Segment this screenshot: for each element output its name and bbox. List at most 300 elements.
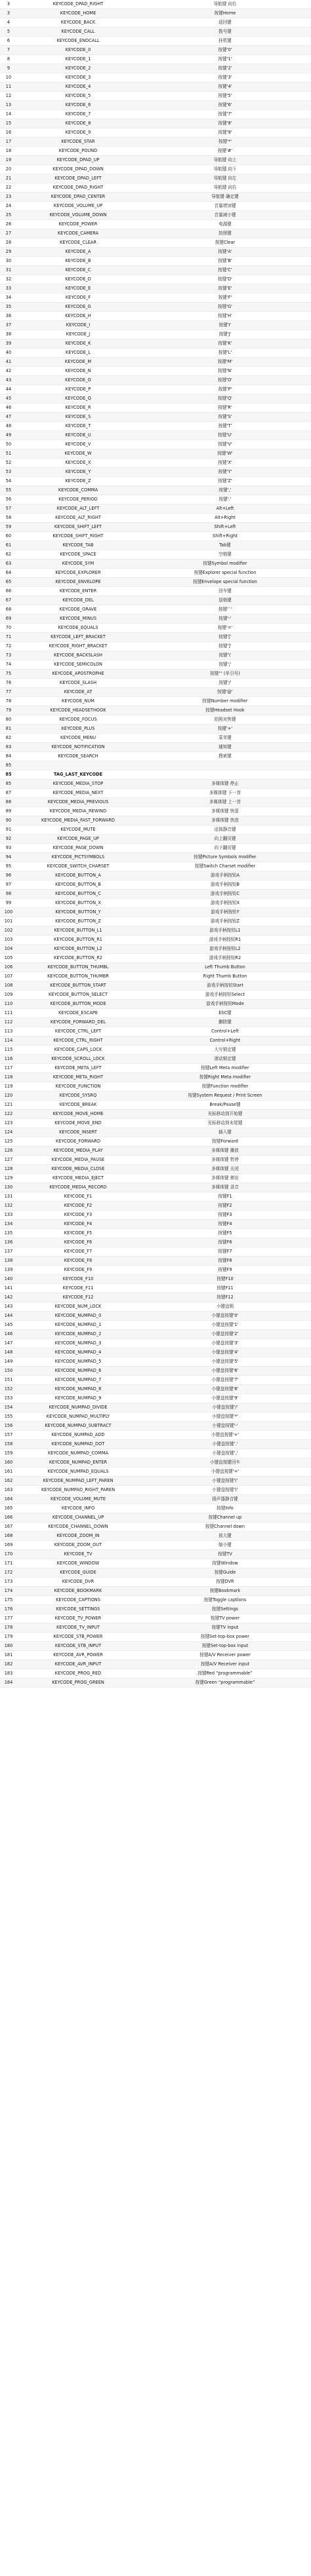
keycode-name: KEYCODE_HOME <box>17 9 139 18</box>
keycode-description: 按键Info <box>139 1504 311 1513</box>
row-index: 144 <box>0 1312 17 1321</box>
keycode-name: KEYCODE_DPAD_LEFT <box>17 174 139 183</box>
keycode-description: Right Thumb Button <box>139 972 311 981</box>
table-row <box>0 725 311 734</box>
keycode-name: KEYCODE_NUMPAD_8 <box>17 1385 139 1394</box>
table-row <box>0 0 311 9</box>
table-row <box>0 844 311 853</box>
keycode-name: KEYCODE_U <box>17 431 139 440</box>
table-row <box>0 697 311 706</box>
keycode-name: KEYCODE_PICTSYMBOLS <box>17 853 139 862</box>
keycode-description: 按键''' (单引号) <box>139 670 311 679</box>
keycode-description: 小键盘按键'=' <box>139 1468 311 1477</box>
keycode-description: 游戏手柄按钮B <box>139 881 311 890</box>
keycode-description: 按键TV <box>139 1550 311 1559</box>
row-index: 87 <box>0 789 17 798</box>
table-row <box>0 1321 311 1330</box>
table-row <box>0 1183 311 1192</box>
row-index: 9 <box>0 64 17 73</box>
keycode-description <box>139 770 311 780</box>
row-index: 101 <box>0 917 17 926</box>
keycode-description: 按键Channel up <box>139 1513 311 1523</box>
row-index: 178 <box>0 1623 17 1633</box>
table-row <box>0 642 311 651</box>
table-row <box>0 807 311 816</box>
keycode-name: KEYCODE_ESCAPE <box>17 1009 139 1018</box>
keycode-name: KEYCODE_CALL <box>17 28 139 37</box>
table-row <box>0 119 311 128</box>
table-row <box>0 578 311 587</box>
keycode-description: 小键盘按键'7' <box>139 1376 311 1385</box>
table-row <box>0 1678 311 1688</box>
table-row <box>0 688 311 697</box>
table-row <box>0 587 311 596</box>
keycode-name: KEYCODE_X <box>17 459 139 468</box>
keycode-name: KEYCODE_ZOOM_OUT <box>17 1541 139 1550</box>
row-index: 65 <box>0 578 17 587</box>
keycode-description: Shift+Right <box>139 532 311 541</box>
row-index: 123 <box>0 1119 17 1128</box>
row-index: 134 <box>0 1220 17 1229</box>
row-index: 73 <box>0 651 17 660</box>
keycode-description: Control+Right <box>139 1036 311 1046</box>
row-index: 35 <box>0 303 17 312</box>
row-index: 140 <box>0 1275 17 1284</box>
keycode-description: 按键'R' <box>139 404 311 413</box>
row-index: 30 <box>0 257 17 266</box>
keycode-description: 光标移动到末尾键 <box>139 1119 311 1128</box>
row-index: 41 <box>0 358 17 367</box>
keycode-description: 扬声器静音键 <box>139 1495 311 1504</box>
keycode-name: KEYCODE_CAPS_LOCK <box>17 1046 139 1055</box>
table-row <box>0 174 311 183</box>
row-index: 126 <box>0 1146 17 1156</box>
keycode-name: KEYCODE_DPAD_UP <box>17 156 139 165</box>
keycode-description: 按键'Q' <box>139 394 311 404</box>
row-index: 27 <box>0 229 17 238</box>
keycode-description: 按键F9 <box>139 1266 311 1275</box>
keycode-name: KEYCODE_NOTIFICATION <box>17 743 139 752</box>
keycode-description: 按键Bookmark <box>139 1587 311 1596</box>
keycode-description: 音量减小键 <box>139 211 311 220</box>
table-row <box>0 514 311 523</box>
table-row <box>0 1633 311 1642</box>
keycode-description: 退格键 <box>139 596 311 605</box>
row-index: 95 <box>0 862 17 871</box>
table-row <box>0 1027 311 1036</box>
keycode-description: 按键'8' <box>139 119 311 128</box>
keycode-name: KEYCODE_STB_INPUT <box>17 1642 139 1651</box>
row-index: 110 <box>0 1000 17 1009</box>
keycode-name: KEYCODE_SWITCH_CHARSET <box>17 862 139 871</box>
table-row <box>0 202 311 211</box>
table-row <box>0 917 311 926</box>
row-index: 158 <box>0 1440 17 1449</box>
keycode-name: KEYCODE_SPACE <box>17 550 139 559</box>
keycode-name: KEYCODE_MOVE_END <box>17 1119 139 1128</box>
keycode-description: 游戏手柄按钮L2 <box>139 945 311 954</box>
table-row <box>0 211 311 220</box>
table-row <box>0 1247 311 1257</box>
table-row <box>0 321 311 330</box>
keycode-description: 按键Clear <box>139 238 311 248</box>
keycode-description: 按键'`' <box>139 605 311 615</box>
keycode-description: 按键'I' <box>139 321 311 330</box>
table-row <box>0 679 311 688</box>
row-index: 109 <box>0 991 17 1000</box>
row-index: 60 <box>0 532 17 541</box>
row-index: 127 <box>0 1156 17 1165</box>
keycode-name: KEYCODE_MUTE <box>17 825 139 835</box>
keycode-name: KEYCODE_S <box>17 413 139 422</box>
keycode-description: 按键Envelope special function <box>139 578 311 587</box>
keycode-name: KEYCODE_APOSTROPHE <box>17 670 139 679</box>
keycode-description: 按键'Z' <box>139 477 311 486</box>
table-row <box>0 238 311 248</box>
table-row <box>0 945 311 954</box>
row-index: 67 <box>0 596 17 605</box>
table-row <box>0 1596 311 1605</box>
keycode-description: 向上翻页键 <box>139 835 311 844</box>
table-row <box>0 752 311 761</box>
table-row <box>0 1146 311 1156</box>
keycode-description: 按键']' <box>139 642 311 651</box>
table-row <box>0 1394 311 1403</box>
keycode-description: 拨号键 <box>139 28 311 37</box>
keycode-name: KEYCODE_META_RIGHT <box>17 1073 139 1082</box>
keycode-name: KEYCODE_F10 <box>17 1275 139 1284</box>
keycode-name: KEYCODE_C <box>17 266 139 275</box>
keycode-name: KEYCODE_DEL <box>17 596 139 605</box>
row-index: 74 <box>0 660 17 670</box>
keycode-description: 多媒体键 弹出 <box>139 1174 311 1183</box>
row-index: 85 <box>0 770 17 780</box>
keycode-description: 按键Green “programmable” <box>139 1678 311 1688</box>
table-row <box>0 1523 311 1532</box>
row-index: 183 <box>0 1669 17 1678</box>
keycode-name: KEYCODE_DPAD_CENTER <box>17 193 139 202</box>
row-index: 45 <box>0 394 17 404</box>
keycode-description: Alt+Left <box>139 504 311 514</box>
table-row <box>0 835 311 844</box>
row-index: 131 <box>0 1192 17 1202</box>
table-row <box>0 936 311 945</box>
keycode-description: 按键',' <box>139 486 311 495</box>
table-row <box>0 1642 311 1651</box>
row-index: 59 <box>0 523 17 532</box>
row-index: 63 <box>0 559 17 569</box>
keycode-description: 向下翻页键 <box>139 844 311 853</box>
keycode-name: KEYCODE_MENU <box>17 734 139 743</box>
keycode-description: 按键Right Meta modifier <box>139 1073 311 1082</box>
row-index: 105 <box>0 954 17 963</box>
table-row <box>0 92 311 101</box>
keycode-description: 游戏手柄按钮X <box>139 899 311 908</box>
table-row <box>0 1660 311 1669</box>
keycode-name: KEYCODE_SHIFT_LEFT <box>17 523 139 532</box>
keycode-name: KEYCODE_POUND <box>17 147 139 156</box>
keycode-description: 按键Explorer special function <box>139 569 311 578</box>
keycode-description: 多媒体键 快进 <box>139 816 311 825</box>
row-index: 122 <box>0 1110 17 1119</box>
keycode-name: KEYCODE_K <box>17 339 139 349</box>
keycode-name: KEYCODE_ENDCALL <box>17 37 139 46</box>
table-row <box>0 1128 311 1137</box>
keycode-name: KEYCODE_SYM <box>17 559 139 569</box>
keycode-description: 通知键 <box>139 743 311 752</box>
keycode-name: KEYCODE_Z <box>17 477 139 486</box>
row-index: 20 <box>0 165 17 174</box>
table-row <box>0 1532 311 1541</box>
row-index: 132 <box>0 1202 17 1211</box>
keycode-description: 滚动锁定键 <box>139 1055 311 1064</box>
keycode-name: KEYCODE_1 <box>17 55 139 64</box>
row-index: 97 <box>0 881 17 890</box>
table-row <box>0 789 311 798</box>
keycode-description: 按键'\' <box>139 651 311 660</box>
row-index: 85 <box>0 780 17 789</box>
table-row <box>0 257 311 266</box>
table-row <box>0 294 311 303</box>
keycode-description: 按键Switch Charset modifier <box>139 862 311 871</box>
keycode-description: 按键Left Meta modifier <box>139 1064 311 1073</box>
table-row <box>0 165 311 174</box>
keycode-description: 按键Forward <box>139 1137 311 1146</box>
row-index: 52 <box>0 459 17 468</box>
keycode-description: 游戏手柄按钮Z <box>139 917 311 926</box>
keycode-name: KEYCODE_CLEAR <box>17 238 139 248</box>
row-index: 143 <box>0 1302 17 1312</box>
keycode-description: 空格键 <box>139 550 311 559</box>
table-row <box>0 28 311 37</box>
keycode-name: KEYCODE_DPAD_RIGHT <box>17 0 139 9</box>
keycode-name: KEYCODE_VOLUME_UP <box>17 202 139 211</box>
row-index: 42 <box>0 367 17 376</box>
keycode-name: KEYCODE_CHANNEL_UP <box>17 1513 139 1523</box>
table-row <box>0 1376 311 1385</box>
row-index: 182 <box>0 1660 17 1669</box>
keycode-description: 多媒体键 录音 <box>139 1183 311 1192</box>
table-row <box>0 1477 311 1486</box>
keycode-description: 导航键 向左 <box>139 174 311 183</box>
row-index: 170 <box>0 1550 17 1559</box>
keycode-name <box>17 761 139 770</box>
row-index: 6 <box>0 37 17 46</box>
table-row <box>0 422 311 431</box>
row-index: 26 <box>0 220 17 229</box>
table-row <box>0 1275 311 1284</box>
keycode-name: KEYCODE_NUMPAD_DOT <box>17 1440 139 1449</box>
keycode-name: KEYCODE_FORWARD_DEL <box>17 1018 139 1027</box>
table-row <box>0 972 311 981</box>
row-index: 124 <box>0 1128 17 1137</box>
row-index: 83 <box>0 743 17 752</box>
keycode-name: KEYCODE_5 <box>17 92 139 101</box>
table-row <box>0 1651 311 1660</box>
row-index: 100 <box>0 908 17 917</box>
keycode-name: KEYCODE_BACK <box>17 18 139 28</box>
keycode-name: KEYCODE_PROG_GREEN <box>17 1678 139 1688</box>
table-row <box>0 853 311 862</box>
keycode-description: 按键'#' <box>139 147 311 156</box>
row-index: 156 <box>0 1422 17 1431</box>
row-index: 174 <box>0 1587 17 1596</box>
row-index: 12 <box>0 92 17 101</box>
table-row <box>0 1559 311 1568</box>
keycode-description: 多媒体键 快退 <box>139 807 311 816</box>
table-row <box>0 605 311 615</box>
row-index: 7 <box>0 46 17 55</box>
table-row <box>0 541 311 550</box>
keycode-name: KEYCODE_Y <box>17 468 139 477</box>
keycode-name: KEYCODE_3 <box>17 73 139 83</box>
keycode-description: ESC键 <box>139 1009 311 1018</box>
row-index: 180 <box>0 1642 17 1651</box>
keycode-description: 游戏手柄按钮Select <box>139 991 311 1000</box>
keycode-description: 小键盘按键'5' <box>139 1357 311 1367</box>
table-row <box>0 266 311 275</box>
table-row <box>0 156 311 165</box>
keycode-description: 导航键 向右 <box>139 0 311 9</box>
keycode-description: 按键Picture Symbols modifier <box>139 853 311 862</box>
table-row <box>0 1174 311 1183</box>
table-row <box>0 1357 311 1367</box>
row-index: 69 <box>0 615 17 624</box>
row-index: 21 <box>0 174 17 183</box>
keycode-name: KEYCODE_CTRL_RIGHT <box>17 1036 139 1046</box>
keycode-name: KEYCODE_MEDIA_EJECT <box>17 1174 139 1183</box>
keycode-description: 按键F2 <box>139 1202 311 1211</box>
keycode-description: 小键盘按键'8' <box>139 1385 311 1394</box>
keycode-description: 按键'3' <box>139 73 311 83</box>
table-row <box>0 358 311 367</box>
row-index: 40 <box>0 349 17 358</box>
table-row <box>0 624 311 633</box>
keycode-name: KEYCODE_ALT_LEFT <box>17 504 139 514</box>
keycode-name: KEYCODE_PAGE_DOWN <box>17 844 139 853</box>
row-index: 61 <box>0 541 17 550</box>
row-index: 66 <box>0 587 17 596</box>
keycode-name: KEYCODE_NUMPAD_5 <box>17 1357 139 1367</box>
keycode-name: KEYCODE_NUMPAD_COMMA <box>17 1449 139 1458</box>
row-index: 176 <box>0 1605 17 1614</box>
row-index: 3 <box>0 0 17 9</box>
keycode-description: 多媒体键 暂停 <box>139 1156 311 1165</box>
keycode-description: 按键'N' <box>139 367 311 376</box>
keycode-description: 按键'0' <box>139 46 311 55</box>
keycode-description: 按键'*' <box>139 138 311 147</box>
keycode-name: KEYCODE_7 <box>17 110 139 119</box>
table-row <box>0 660 311 670</box>
keycode-description: 按键'9' <box>139 128 311 138</box>
table-row <box>0 284 311 294</box>
table-row <box>0 440 311 449</box>
table-row <box>0 1293 311 1302</box>
keycode-description: 搜索键 <box>139 752 311 761</box>
table-row <box>0 220 311 229</box>
row-index: 39 <box>0 339 17 349</box>
row-index: 23 <box>0 193 17 202</box>
table-row <box>0 1669 311 1678</box>
keycode-name: KEYCODE_6 <box>17 101 139 110</box>
table-row <box>0 991 311 1000</box>
table-row <box>0 734 311 743</box>
row-index: 106 <box>0 963 17 972</box>
keycode-name: KEYCODE_2 <box>17 64 139 73</box>
keycode-name: KEYCODE_F4 <box>17 1220 139 1229</box>
keycode-name: KEYCODE_BUTTON_START <box>17 981 139 991</box>
keycode-name: KEYCODE_HEADSETHOOK <box>17 706 139 715</box>
row-index: 113 <box>0 1027 17 1036</box>
keycode-name: KEYCODE_GUIDE <box>17 1568 139 1578</box>
keycode-description: 小键盘按键'0' <box>139 1312 311 1321</box>
table-row <box>0 1284 311 1293</box>
row-index: 160 <box>0 1458 17 1468</box>
keycode-description: 按键'V' <box>139 440 311 449</box>
row-index: 93 <box>0 844 17 853</box>
row-index: 78 <box>0 697 17 706</box>
keycode-name: KEYCODE_F9 <box>17 1266 139 1275</box>
keycode-description: 按键'T' <box>139 422 311 431</box>
table-row <box>0 532 311 541</box>
row-index: 165 <box>0 1504 17 1513</box>
keycode-name: KEYCODE_H <box>17 312 139 321</box>
table-row <box>0 1036 311 1046</box>
row-index: 13 <box>0 101 17 110</box>
keycode-description: 挂机键 <box>139 37 311 46</box>
keycode-name: KEYCODE_BUTTON_THUMBL <box>17 963 139 972</box>
row-index: 107 <box>0 972 17 981</box>
table-row <box>0 1046 311 1055</box>
row-index: 181 <box>0 1651 17 1660</box>
row-index: 34 <box>0 294 17 303</box>
keycode-description: 按键'[' <box>139 633 311 642</box>
keycode-name: KEYCODE_MEDIA_PAUSE <box>17 1156 139 1165</box>
row-index: 119 <box>0 1082 17 1091</box>
row-index: 5 <box>0 28 17 37</box>
table-row <box>0 1385 311 1394</box>
table-row <box>0 862 311 871</box>
keycode-name: KEYCODE_L <box>17 349 139 358</box>
keycode-name: KEYCODE_Q <box>17 394 139 404</box>
keycode-name: KEYCODE_ENTER <box>17 587 139 596</box>
row-index: 4 <box>0 18 17 28</box>
keycode-description: Left Thumb Button <box>139 963 311 972</box>
keycode-name: KEYCODE_FOCUS <box>17 715 139 725</box>
keycode-description: 按键Window <box>139 1559 311 1568</box>
row-index: 16 <box>0 128 17 138</box>
keycode-description: 按键'X' <box>139 459 311 468</box>
keycode-description: 按键'K' <box>139 339 311 349</box>
row-index: 94 <box>0 853 17 862</box>
row-index: 91 <box>0 825 17 835</box>
row-index: 141 <box>0 1284 17 1293</box>
keycode-description: 菜单键 <box>139 734 311 743</box>
keycode-description: 导航键 向右 <box>139 183 311 193</box>
keycode-description: Shift+Left <box>139 523 311 532</box>
keycode-name: KEYCODE_R <box>17 404 139 413</box>
keycode-description: 电源键 <box>139 220 311 229</box>
table-row <box>0 550 311 559</box>
keycode-name: KEYCODE_ZOOM_IN <box>17 1532 139 1541</box>
table-row <box>0 83 311 92</box>
keycode-description: 话筒静音键 <box>139 825 311 835</box>
keycode-name: KEYCODE_VOLUME_MUTE <box>17 1495 139 1504</box>
keycode-description: 缩小键 <box>139 1541 311 1550</box>
keycode-name: KEYCODE_TV <box>17 1550 139 1559</box>
row-index: 153 <box>0 1394 17 1403</box>
row-index: 81 <box>0 725 17 734</box>
